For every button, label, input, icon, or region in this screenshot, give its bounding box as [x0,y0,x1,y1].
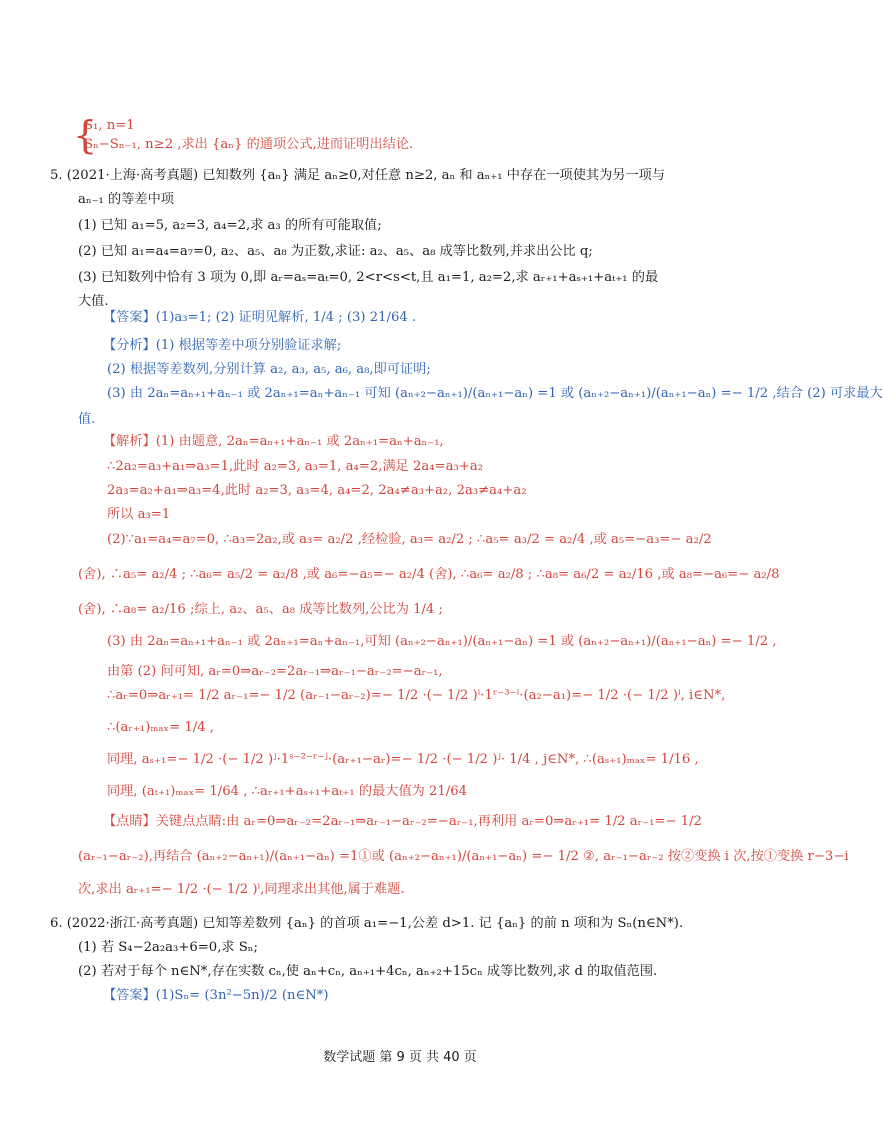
text-line: (1) 已知 a₁=5, a₂=3, a₄=2,求 a₃ 的所有可能取值; [78,218,382,233]
text-line: 【解析】(1) 由题意, 2aₙ=aₙ₊₁+aₙ₋₁ 或 2aₙ₊₁=aₙ+aₙ₋₁, [103,434,444,449]
page-footer: 数学试题 第 9 页 共 40 页 [323,1050,477,1065]
text-line: aₙ₋₁ 的等差中项 [78,192,174,207]
text-line: S₁, n=1 [84,118,135,133]
text-line: 【答案】(1)Sₙ= (3n²−5n)/2 (n∈N*) [103,988,329,1003]
text-line: (3) 由 2aₙ=aₙ₊₁+aₙ₋₁ 或 2aₙ₊₁=aₙ+aₙ₋₁ 可知 (aₙ₊₂−aₙ₊₁)/(aₙ₊₁−aₙ) =1 或 (aₙ₊₂−aₙ₊₁)/(aₙ₊₁−aₙ) =− 1/2 ,结合 (2) 可求最大 [107,386,883,401]
text-line: 【点睛】关键点点睛:由 aᵣ=0⇒aᵣ₋₂=2aᵣ₋₁⇒aᵣ₋₁−aᵣ₋₂=−aᵣ₋₁,再利用 aᵣ=0⇒aᵣ₊₁= 1/2 aᵣ₋₁=− 1/2 [103,814,702,829]
text-line: (舍), ∴a₅= a₂/4 ; ∴a₆= a₅/2 = a₂/8 ,或 a₆=−a₅=− a₂/4 (舍), ∴a₆= a₂/8 ; ∴a₈= a₆/2 = a₂/16 ,或 a₈=−a₆=− a₂/8 [78,567,780,582]
text-line: 所以 a₃=1 [107,507,171,522]
text-line: (2) 已知 a₁=a₄=a₇=0, a₂、a₅、a₈ 为正数,求证: a₂、a₅、a₈ 成等比数列,并求出公比 q; [78,244,593,259]
text-line: 值. [78,412,96,427]
text-line: (2)∵a₁=a₄=a₇=0, ∴a₃=2a₂,或 a₃= a₂/2 ,经检验, a₃= a₂/2 ; ∴a₅= a₃/2 = a₂/4 ,或 a₅=−a₃=− a₂/2 [107,532,712,547]
text-line: (aᵣ₋₁−aᵣ₋₂),再结合 (aₙ₊₂−aₙ₊₁)/(aₙ₊₁−aₙ) =1①或 (aₙ₊₂−aₙ₊₁)/(aₙ₊₁−aₙ) =− 1/2 ②, aᵣ₋₁−aᵣ₋₂ 按②变换 i 次,按①变换 r−3−i [78,849,849,864]
text-line: (3) 已知数列中恰有 3 项为 0,即 aᵣ=aₛ=aₜ=0, 2<r<s<t,且 a₁=1, a₂=2,求 aᵣ₊₁+aₛ₊₁+aₜ₊₁ 的最 [78,270,659,285]
text-line: 同理, (aₜ₊₁)ₘₐₓ= 1/64 , ∴aᵣ₊₁+aₛ₊₁+aₜ₊₁ 的最大值为 21/64 [107,784,468,799]
text-line: 次,求出 aᵣ₊₁=− 1/2 ·(− 1/2 )ⁱ,同理求出其他,属于难题. [78,882,405,897]
text-line: ∴aᵣ=0⇒aᵣ₊₁= 1/2 aᵣ₋₁=− 1/2 (aᵣ₋₁−aᵣ₋₂)=− 1/2 ·(− 1/2 )ⁱ·1ʳ⁻³⁻ⁱ·(a₂−a₁)=− 1/2 ·(− 1/2 )ⁱ, i∈N*, [107,688,726,703]
text-line: 【答案】(1)a₃=1; (2) 证明见解析, 1/4 ; (3) 21/64 . [103,310,417,325]
text-line: 由第 (2) 问可知, aᵣ=0⇒aᵣ₋₂=2aᵣ₋₁⇒aᵣ₋₁−aᵣ₋₂=−aᵣ₋₁, [107,664,443,679]
text-line: (2) 若对于每个 n∈N*,存在实数 cₙ,使 aₙ+cₙ, aₙ₊₁+4cₙ, aₙ₊₂+15cₙ 成等比数列,求 d 的取值范围. [78,964,658,979]
text-line: 2a₃=a₂+a₁⇒a₃=4,此时 a₂=3, a₃=4, a₄=2, 2a₄≠a₃+a₂, 2a₃≠a₄+a₂ [107,483,527,498]
text-line: 6. (2022·浙江·高考真题) 已知等差数列 {aₙ} 的首项 a₁=−1,公差 d>1. 记 {aₙ} 的前 n 项和为 Sₙ(n∈N*). [50,916,684,931]
brace: { [73,113,98,157]
text-line: (2) 根据等差数列,分别计算 a₂, a₃, a₅, a₆, a₈,即可证明; [107,362,431,377]
text-line: (舍), ∴a₈= a₂/16 ;综上, a₂、a₅、a₈ 成等比数列,公比为 1/4 ; [78,602,443,617]
text-line: (3) 由 2aₙ=aₙ₊₁+aₙ₋₁ 或 2aₙ₊₁=aₙ+aₙ₋₁,可知 (aₙ₊₂−aₙ₊₁)/(aₙ₊₁−aₙ) =1 或 (aₙ₊₂−aₙ₊₁)/(aₙ₊₁−aₙ) =− 1/2 , [107,634,777,649]
text-line: 5. (2021·上海·高考真题) 已知数列 {aₙ} 满足 aₙ≥0,对任意 n≥2, aₙ 和 aₙ₊₁ 中存在一项使其为另一项与 [50,168,666,183]
text-line: ∴(aᵣ₊₁)ₘₐₓ= 1/4 , [107,720,214,735]
text-line: (1) 若 S₄−2a₂a₃+6=0,求 Sₙ; [78,940,258,955]
text-line: Sₙ−Sₙ₋₁, n≥2 ,求出 {aₙ} 的通项公式,进而证明出结论. [84,137,414,152]
text-line: 同理, aₛ₊₁=− 1/2 ·(− 1/2 )ʲ·1ˢ⁻²⁻ʳ⁻ʲ·(aᵣ₊₁−aᵣ)=− 1/2 ·(− 1/2 )ʲ· 1/4 , j∈N*, ∴(aₛ₊₁)ₘₐₓ= 1/16 , [107,752,699,767]
text-line: ∴2a₂=a₃+a₁⇒a₃=1,此时 a₂=3, a₃=1, a₄=2,满足 2a₄=a₃+a₂ [107,459,483,474]
text-line: 大值. [78,294,109,309]
text-line: 【分析】(1) 根据等差中项分别验证求解; [103,338,342,353]
